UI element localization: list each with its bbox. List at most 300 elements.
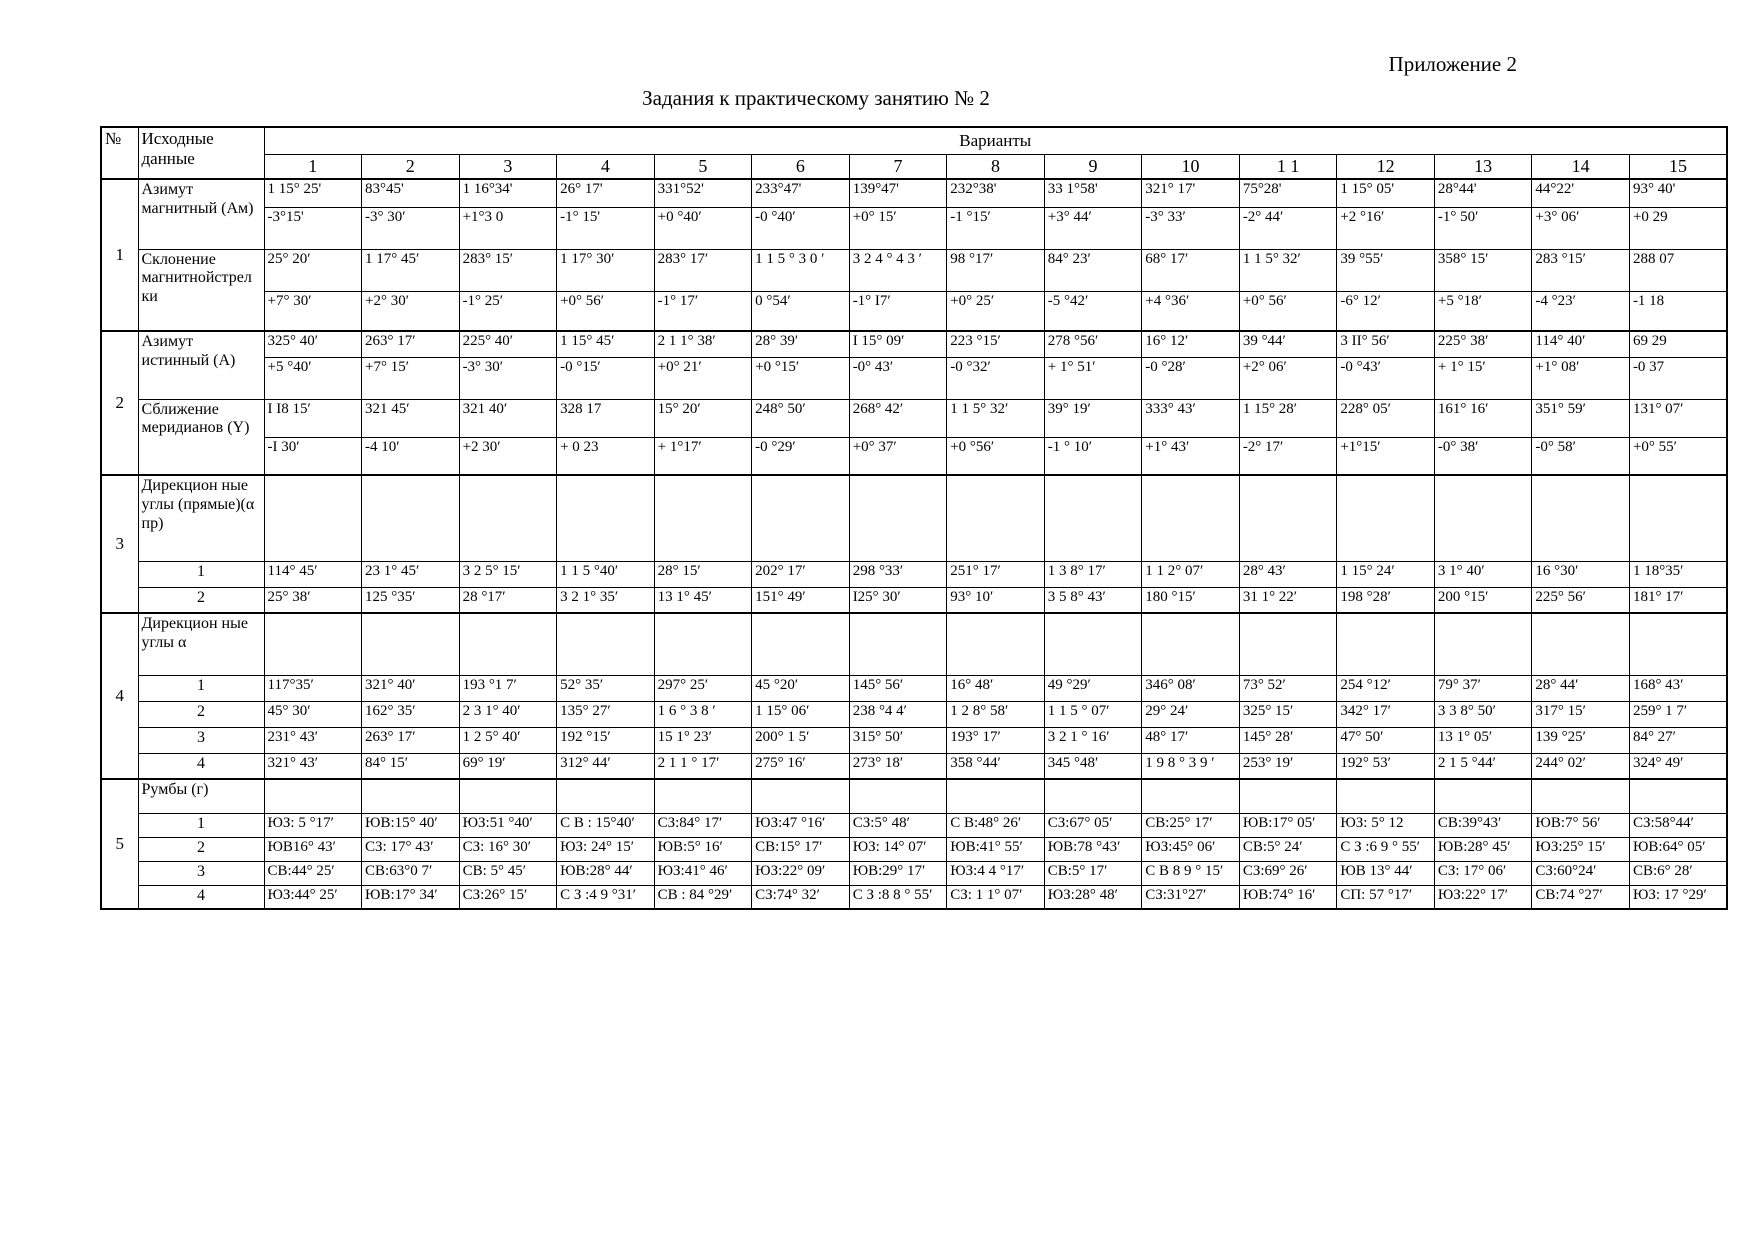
value-cell: ЮВ:7° 56′ [1532,813,1630,837]
value-cell: СВ: 5° 45′ [459,861,557,885]
value-cell: 298 °33′ [849,561,947,587]
value-cell: 297° 25′ [654,675,752,701]
value-cell: СВ:63°0 7′ [362,861,460,885]
value-cell: ЮВ:74° 16′ [1239,885,1337,909]
value-cell [1434,475,1532,561]
value-cell: 263° 17′ [362,331,460,357]
value-cell [264,779,362,813]
value-cell: -0 °43′ [1337,357,1435,399]
variant-column-header: 12 [1337,154,1435,179]
value-cell: 16° 12′ [1142,331,1240,357]
value-cell: 16° 48′ [947,675,1045,701]
value-cell: +7° 30′ [264,291,362,331]
value-cell: +2 30′ [459,437,557,475]
value-cell: 333° 43′ [1142,399,1240,437]
value-cell: 1 15° 24′ [1337,561,1435,587]
value-cell: 1 18°35′ [1629,561,1727,587]
sub-row-number: 3 [138,727,264,753]
value-cell [557,779,655,813]
value-cell: СВ:5° 17′ [1044,861,1142,885]
table-row [101,561,1727,587]
table-row [101,475,1727,561]
value-cell: 321 40′ [459,399,557,437]
value-cell: СЗ: 1 1° 07′ [947,885,1045,909]
row-label: Азимут магнитный (Ам) [138,179,264,249]
value-cell: 93° 40' [1629,179,1727,207]
value-cell: 135° 27′ [557,701,655,727]
value-cell: 3 2 1 ° 16′ [1044,727,1142,753]
value-cell: 1 15° 05' [1337,179,1435,207]
value-cell: -0 °32′ [947,357,1045,399]
value-cell: +7° 15′ [362,357,460,399]
value-cell [264,475,362,561]
sub-row-number: 2 [138,587,264,613]
value-cell: 346° 08′ [1142,675,1240,701]
variant-numbers-row [101,154,1727,179]
value-cell [362,475,460,561]
value-cell: -1 18 [1629,291,1727,331]
value-cell: 225° 38′ [1434,331,1532,357]
value-cell [459,779,557,813]
value-cell: 45 °20′ [752,675,850,701]
value-cell: +2 °16′ [1337,207,1435,249]
section-number: 4 [101,613,138,779]
variant-column-header: 4 [557,154,655,179]
value-cell: СЗ: 17° 43′ [362,837,460,861]
value-cell: + 1° 15′ [1434,357,1532,399]
value-cell: -0 °15′ [557,357,655,399]
value-cell: 1 6 ° 3 8 ′ [654,701,752,727]
table-row [101,727,1727,753]
value-cell: СЗ:60°24′ [1532,861,1630,885]
sub-row-number: 4 [138,885,264,909]
value-cell: 358 °44′ [947,753,1045,779]
value-cell: 193° 17′ [947,727,1045,753]
value-cell: ЮЗ:28° 48′ [1044,885,1142,909]
value-cell: ЮВ:78 °43′ [1044,837,1142,861]
value-cell [1239,475,1337,561]
value-cell: 342° 17′ [1337,701,1435,727]
value-cell: 321° 40′ [362,675,460,701]
value-cell: 151° 49′ [752,587,850,613]
table-row [101,207,1727,249]
appendix-label: Приложение 2 [1388,52,1517,76]
value-cell [1142,779,1240,813]
value-cell: СЗ:69° 26′ [1239,861,1337,885]
value-cell: ЮЗ:41° 46′ [654,861,752,885]
value-cell: -0° 58′ [1532,437,1630,475]
value-cell: СЗ:58°44′ [1629,813,1727,837]
value-cell: -0 °40′ [752,207,850,249]
value-cell: 114° 40′ [1532,331,1630,357]
value-cell: +2° 30′ [362,291,460,331]
value-cell: ЮВ:28° 44′ [557,861,655,885]
value-cell: +3° 44′ [1044,207,1142,249]
value-cell: ЮВ16° 43′ [264,837,362,861]
value-cell: 1 15° 28′ [1239,399,1337,437]
value-cell: -0 °29′ [752,437,850,475]
value-cell: ЮВ:29° 17′ [849,861,947,885]
value-cell: -4 °23′ [1532,291,1630,331]
value-cell: СВ:15° 17′ [752,837,850,861]
value-cell: С З :8 8 ° 55′ [849,885,947,909]
value-cell: 283° 17′ [654,249,752,291]
value-cell: С В 8 9 ° 15′ [1142,861,1240,885]
value-cell: 283° 15′ [459,249,557,291]
value-cell: -3° 30′ [459,357,557,399]
sub-row-number: 1 [138,561,264,587]
value-cell: СЗ:5° 48′ [849,813,947,837]
value-cell: 244° 02′ [1532,753,1630,779]
value-cell [557,613,655,675]
value-cell: 1 15° 25' [264,179,362,207]
value-cell: +0° 56′ [557,291,655,331]
value-cell: 28° 43′ [1239,561,1337,587]
value-cell: -6° 12′ [1337,291,1435,331]
value-cell: +0° 37′ [849,437,947,475]
value-cell: ЮЗ: 17 °29′ [1629,885,1727,909]
table-row [101,587,1727,613]
section-number: 3 [101,475,138,613]
value-cell: 315° 50′ [849,727,947,753]
value-cell: 68° 17′ [1142,249,1240,291]
variant-column-header: 10 [1142,154,1240,179]
value-cell: 3 1° 40′ [1434,561,1532,587]
value-cell: 31 1° 22′ [1239,587,1337,613]
value-cell: СВ:39°43′ [1434,813,1532,837]
value-cell: +0 °40′ [654,207,752,249]
value-cell [849,779,947,813]
value-cell: 225° 40′ [459,331,557,357]
value-cell: 26° 17' [557,179,655,207]
table-header [101,127,1727,179]
value-cell: +0° 55′ [1629,437,1727,475]
value-cell [1532,779,1630,813]
variants-table [100,126,1728,910]
variant-column-header: 3 [459,154,557,179]
value-cell: ЮЗ:25° 15′ [1532,837,1630,861]
value-cell: 39° 19′ [1044,399,1142,437]
value-cell: С З :6 9 ° 55′ [1337,837,1435,861]
sub-row-number: 4 [138,753,264,779]
value-cell: 200 °15′ [1434,587,1532,613]
value-cell: +3° 06′ [1532,207,1630,249]
variant-column-header: 7 [849,154,947,179]
value-cell: 1 1 2° 07′ [1142,561,1240,587]
value-cell: 2 3 1° 40′ [459,701,557,727]
value-cell: ЮВ:17° 05′ [1239,813,1337,837]
value-cell: 69° 19′ [459,753,557,779]
value-cell: 351° 59′ [1532,399,1630,437]
col-header-number: № [101,127,138,179]
value-cell [557,475,655,561]
value-cell: -0 °28′ [1142,357,1240,399]
value-cell: 39 °44′ [1239,331,1337,357]
value-cell: +0° 15′ [849,207,947,249]
value-cell: СЗ:26° 15′ [459,885,557,909]
value-cell: 25° 38′ [264,587,362,613]
value-cell: 29° 24′ [1142,701,1240,727]
value-cell [849,475,947,561]
value-cell: ЮВ:5° 16′ [654,837,752,861]
value-cell [1239,779,1337,813]
value-cell [654,475,752,561]
value-cell: 3 5 8° 43′ [1044,587,1142,613]
value-cell [459,475,557,561]
value-cell: 13 1° 45′ [654,587,752,613]
value-cell [1239,613,1337,675]
value-cell: 238 °4 4′ [849,701,947,727]
value-cell: + 1°17′ [654,437,752,475]
header-row-top [101,127,1727,154]
value-cell: +0 °15′ [752,357,850,399]
value-cell: +5 °18′ [1434,291,1532,331]
value-cell: СВ:6° 28′ [1629,861,1727,885]
value-cell [1629,475,1727,561]
page-title: Задания к практическому занятию № 2 [642,86,990,110]
value-cell: +0° 56′ [1239,291,1337,331]
value-cell: 328 17 [557,399,655,437]
value-cell: -2° 44′ [1239,207,1337,249]
value-cell: 45° 30′ [264,701,362,727]
sub-row-number: 1 [138,675,264,701]
value-cell: 48° 17′ [1142,727,1240,753]
value-cell: 3 2 5° 15′ [459,561,557,587]
value-cell: 2 1 1 ° 17′ [654,753,752,779]
table-row [101,291,1727,331]
value-cell: 1 15° 45′ [557,331,655,357]
value-cell: 181° 17′ [1629,587,1727,613]
value-cell: 232°38' [947,179,1045,207]
value-cell: 3 II° 56′ [1337,331,1435,357]
value-cell: ЮЗ:47 °16′ [752,813,850,837]
value-cell: СЗ: 16° 30′ [459,837,557,861]
value-cell: 93° 10′ [947,587,1045,613]
value-cell [362,779,460,813]
value-cell: 39 °55′ [1337,249,1435,291]
value-cell: 283 °15′ [1532,249,1630,291]
value-cell: 288 07 [1629,249,1727,291]
value-cell [947,779,1045,813]
value-cell [362,613,460,675]
row-label: Румбы (г) [138,779,264,813]
value-cell: +0° 25′ [947,291,1045,331]
value-cell: 1 17° 45′ [362,249,460,291]
value-cell: 33 1°58' [1044,179,1142,207]
value-cell [752,779,850,813]
sub-row-number: 2 [138,701,264,727]
value-cell: 312° 44′ [557,753,655,779]
table-row [101,861,1727,885]
value-cell: -2° 17′ [1239,437,1337,475]
table-row [101,613,1727,675]
value-cell: +1° 08′ [1532,357,1630,399]
value-cell: 168° 43′ [1629,675,1727,701]
value-cell: +0 °56′ [947,437,1045,475]
value-cell: 13 1° 05′ [1434,727,1532,753]
value-cell: -1° 17′ [654,291,752,331]
value-cell [947,475,1045,561]
value-cell [849,613,947,675]
value-cell [1629,613,1727,675]
sub-row-number: 1 [138,813,264,837]
value-cell: 345 °48′ [1044,753,1142,779]
table-row [101,779,1727,813]
value-cell: 131° 07′ [1629,399,1727,437]
value-cell: ЮЗ: 5° 12 [1337,813,1435,837]
variant-column-header: 14 [1532,154,1630,179]
value-cell: СП: 57 °17′ [1337,885,1435,909]
value-cell: 139 °25′ [1532,727,1630,753]
value-cell: 263° 17′ [362,727,460,753]
col-header-variants: Варианты [264,127,1727,154]
value-cell: 69 29 [1629,331,1727,357]
value-cell: -3° 30′ [362,207,460,249]
table-row [101,331,1727,357]
value-cell: -3° 33′ [1142,207,1240,249]
value-cell: 47° 50′ [1337,727,1435,753]
value-cell: +1°15′ [1337,437,1435,475]
value-cell: + 0 23 [557,437,655,475]
variant-column-header: 1 [264,154,362,179]
value-cell: ЮЗ: 5 °17′ [264,813,362,837]
table-row [101,437,1727,475]
value-cell: СВ:74 °27′ [1532,885,1630,909]
value-cell: 1 3 8° 17′ [1044,561,1142,587]
value-cell [1532,613,1630,675]
value-cell: 275° 16′ [752,753,850,779]
value-cell: ЮВ 13° 44′ [1337,861,1435,885]
value-cell: 44°22' [1532,179,1630,207]
value-cell: -1° I7′ [849,291,947,331]
value-cell: 84° 15′ [362,753,460,779]
value-cell: С В:48° 26′ [947,813,1045,837]
value-cell: 251° 17′ [947,561,1045,587]
value-cell: 358° 15′ [1434,249,1532,291]
variant-column-header: 6 [752,154,850,179]
value-cell: 162° 35′ [362,701,460,727]
value-cell: 28°44' [1434,179,1532,207]
value-cell: 1 17° 30′ [557,249,655,291]
value-cell: I 15° 09′ [849,331,947,357]
row-label: Дирекцион ные углы α [138,613,264,675]
value-cell: 83°45' [362,179,460,207]
value-cell: СЗ:67° 05′ [1044,813,1142,837]
value-cell: СВ:5° 24′ [1239,837,1337,861]
value-cell: 273° 18′ [849,753,947,779]
value-cell [752,475,850,561]
value-cell [1044,779,1142,813]
value-cell: -3°15' [264,207,362,249]
value-cell: 1 9 8 ° 3 9 ′ [1142,753,1240,779]
value-cell [654,613,752,675]
value-cell: 84° 27′ [1629,727,1727,753]
variant-column-header: 1 1 [1239,154,1337,179]
value-cell [1337,613,1435,675]
value-cell: 145° 28′ [1239,727,1337,753]
value-cell [1142,613,1240,675]
value-cell [1532,475,1630,561]
value-cell: -0 37 [1629,357,1727,399]
value-cell: 25° 20′ [264,249,362,291]
value-cell: 192° 53′ [1337,753,1435,779]
value-cell: 1 2 5° 40′ [459,727,557,753]
value-cell: 1 2 8° 58′ [947,701,1045,727]
value-cell: 321° 17' [1142,179,1240,207]
value-cell: СВ:25° 17′ [1142,813,1240,837]
value-cell: 114° 45′ [264,561,362,587]
value-cell: +1° 43′ [1142,437,1240,475]
value-cell [1044,475,1142,561]
section-number: 5 [101,779,138,909]
value-cell: ЮВ:28° 45′ [1434,837,1532,861]
value-cell: СЗ:84° 17′ [654,813,752,837]
value-cell [1434,613,1532,675]
value-cell: +4 °36′ [1142,291,1240,331]
table-row [101,701,1727,727]
value-cell [654,779,752,813]
value-cell: 223 °15′ [947,331,1045,357]
value-cell: 1 1 5° 32′ [1239,249,1337,291]
row-label: Азимут истинный (А) [138,331,264,399]
value-cell: ЮЗ:22° 17′ [1434,885,1532,909]
table-row [101,885,1727,909]
value-cell: -0° 43′ [849,357,947,399]
row-label: Сближение меридианов (Y) [138,399,264,475]
table-row [101,675,1727,701]
value-cell: I25° 30′ [849,587,947,613]
value-cell: СЗ:31°27′ [1142,885,1240,909]
value-cell: 200° 1 5′ [752,727,850,753]
value-cell: 2 1 1° 38′ [654,331,752,357]
value-cell: -1° 25′ [459,291,557,331]
value-cell: 139°47' [849,179,947,207]
value-cell: 1 1 5 ° 07′ [1044,701,1142,727]
value-cell: СВ:44° 25′ [264,861,362,885]
value-cell: ЮЗ:51 °40′ [459,813,557,837]
value-cell: -1° 50′ [1434,207,1532,249]
value-cell: 0 °54′ [752,291,850,331]
value-cell: +0 29 [1629,207,1727,249]
value-cell [1629,779,1727,813]
value-cell: 161° 16′ [1434,399,1532,437]
value-cell: 3 2 1° 35′ [557,587,655,613]
value-cell: СЗ:74° 32′ [752,885,850,909]
value-cell: 268° 42′ [849,399,947,437]
table-row [101,813,1727,837]
value-cell: 192 °15′ [557,727,655,753]
row-label: Склонение магнитнойстрел ки [138,249,264,331]
value-cell: 233°47' [752,179,850,207]
value-cell [1434,779,1532,813]
value-cell: 321 45′ [362,399,460,437]
value-cell: -1° 15' [557,207,655,249]
value-cell: 331°52' [654,179,752,207]
col-header-source-data: Исходные данные [138,127,264,179]
value-cell: 225° 56′ [1532,587,1630,613]
value-cell: 193 °1 7′ [459,675,557,701]
value-cell: 180 °15′ [1142,587,1240,613]
value-cell: 317° 15′ [1532,701,1630,727]
value-cell: 248° 50′ [752,399,850,437]
value-cell: СВ : 84 °29′ [654,885,752,909]
value-cell: 259° 1 7′ [1629,701,1727,727]
value-cell: 1 1 5 ° 3 0 ′ [752,249,850,291]
value-cell: ЮЗ:22° 09′ [752,861,850,885]
value-cell: ЮЗ: 24° 15′ [557,837,655,861]
value-cell: ЮВ:41° 55′ [947,837,1045,861]
value-cell: ЮВ:17° 34′ [362,885,460,909]
